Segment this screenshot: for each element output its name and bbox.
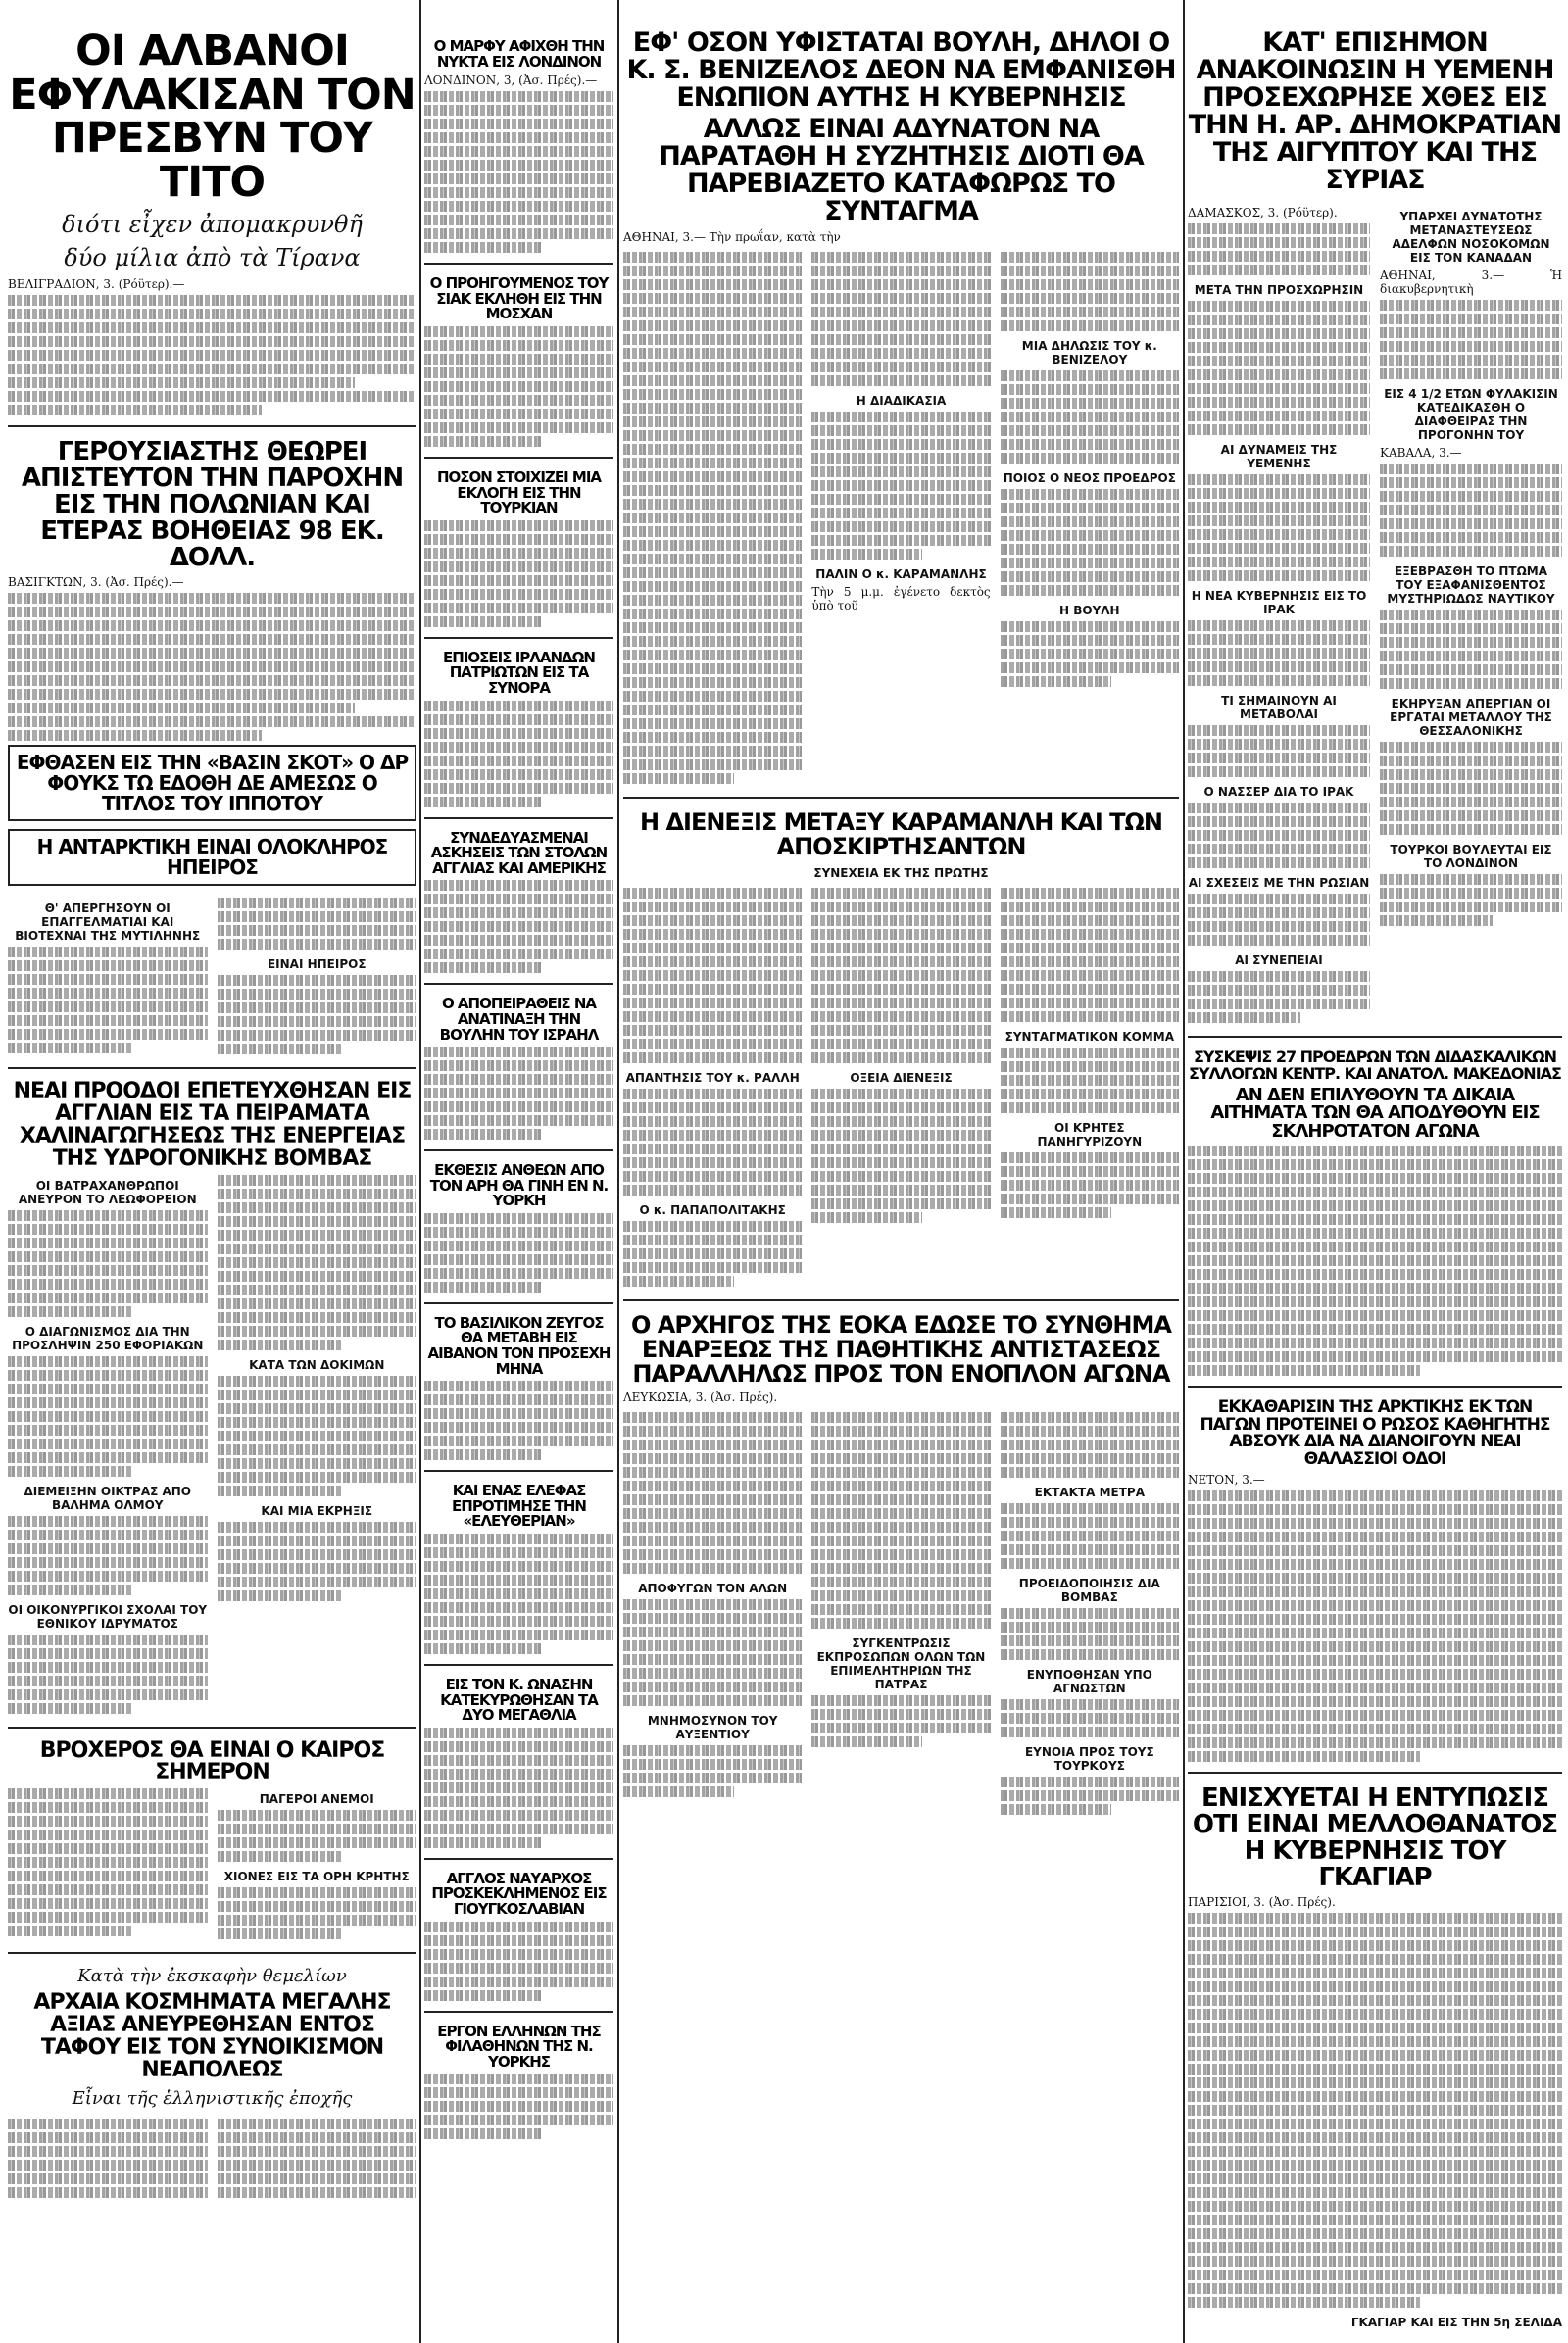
article-body [218,1887,417,1939]
article-body [1001,1412,1179,1478]
byline: ΝΕΤΟΝ, 3.— [1188,1472,1265,1487]
headline-elephant: ΚΑΙ ΕΝΑΣ ΕΛΕΦΑΣ ΕΠΡΟΤΙΜΗΣΕ ΤΗΝ «ΕΛΕΥΘΕΡΙΑΝ» [452,1482,586,1531]
article-body [424,2074,613,2139]
article-body [8,1356,208,1477]
article-body [8,593,416,741]
subheadline: ΣΥΓΚΕΝΤΡΩΣΙΣ ΕΚΠΡΟΣΩΠΩΝ ΟΛΩΝ ΤΩΝ ΕΠΙΜΕΛΗΤΗΡΙΩΝ ΤΗΣ ΠΑΤΡΑΣ [816,1636,986,1692]
article-body [1188,1146,1562,1376]
article-body [1001,1777,1179,1815]
column-4 [1188,0,1562,2343]
headline-mars-flowers: ΕΚΘΕΣΙΣ ΑΝΘΕΩΝ ΑΠΟ ΤΟΝ ΑΡΗ ΘΑ ΓΙΝΗ ΕΝ Ν. ΥΟΡΚΗ [429,1161,609,1210]
banner-gaillard: ΕΝΙΣΧΥΕΤΑΙ Η ΕΝΤΥΠΩΣΙΣ ΟΤΙ ΕΙΝΑΙ ΜΕΛΛΟΘΑΝΑΤΟΣ Η ΚΥΒΕΡΝΗΣΙΣ ΤΟΥ ΓΚΑΓΙΑΡ [1192,1782,1558,1892]
article-body [8,2119,208,2201]
article-body [811,888,990,1063]
byline: ΛΕΥΚΩΣΙΑ, 3. (Ἀσ. Πρές). [623,1391,778,1405]
article-body [218,975,417,1054]
subheadline: Ο ΔΙΑΓΩΝΙΣΜΟΣ ΔΙΑ ΤΗΝ ΠΡΟΣΛΗΨΙΝ 250 ΕΦΟΡΙΑΚΩΝ [12,1324,204,1352]
headline-irish: ΕΠΙΟΣΕΙΣ ΙΡΛΑΝΔΩΝ ΠΑΤΡΙΩΤΩΝ ΕΙΣ ΤΑ ΣΥΝΟΡΑ [443,648,595,697]
article-body [1001,621,1179,687]
headline-royal-couple: ΤΟ ΒΑΣΙΛΙΚΟΝ ΖΕΥΓΟΣ ΘΑ ΜΕΤΑΒΗ ΕΙΣ ΑΙΒΑΝΟΝ ΤΟΝ ΠΡΟΣΕΧΗ ΜΗΝΑ [427,1313,611,1378]
banner-karamanlis: Η ΔΙΕΝΕΞΙΣ ΜΕΤΑΞΥ ΚΑΡΑΜΑΝΛΗ ΚΑΙ ΤΩΝ ΑΠΟΣΚΙΡΤΗΣΑΝΤΩΝ [640,807,1162,860]
continuation-footer: ΓΚΑΓΙΑΡ ΚΑΙ ΕΙΣ ΤΗΝ 5η ΣΕΛΙΔΑ [1350,2315,1562,2329]
headline-murphy: Ο ΜΑΡΦΥ ΑΦΙΧΘΗ ΤΗΝ ΝΥΚΤΑ ΕΙΣ ΛΟΝΔΙΝΟΝ [433,37,605,71]
article-body [8,1210,208,1317]
article-body [623,1599,802,1706]
subheadline: ΠΟΙΟΣ Ο ΝΕΟΣ ΠΡΟΕΔΡΟΣ [1003,470,1176,485]
subheadline: Η ΒΟΥΛΗ [1059,603,1120,617]
article-body [1188,1490,1562,1762]
article-body [424,880,613,973]
subheadline: ΟΙ ΒΑΤΡΑΧΑΝΘΡΩΠΟΙ ΑΝΕΥΡΟΝ ΤΟ ΛΕΩΦΟΡΕΙΟΝ [18,1178,197,1206]
banner-eoka: Ο ΑΡΧΗΓΟΣ ΤΗΣ ΕΟΚΑ ΕΔΩΣΕ ΤΟ ΣΥΝΘΗΜΑ ΕΝΑΡΞΕΩΣ ΤΗΣ ΠΑΘΗΤΙΚΗΣ ΑΝΤΙΣΤΑΣΕΩΣ ΠΑΡΑΛΛΗΛΩΣ ΠΡΟΣ ΤΟΝ ΕΝΟΠΛΟΝ ΑΓΩΝΑ [631,1311,1171,1389]
headline-fleets: ΣΥΝΔΕΔΥΑΣΜΕΝΑΙ ΑΣΚΗΣΕΙΣ ΤΩΝ ΣΤΟΛΩΝ ΑΓΓΛΙΑΣ ΚΑΙ ΑΜΕΡΙΚΗΣ [430,828,608,877]
column-3 [623,0,1179,2343]
subheadline: Θ' ΑΠΕΡΓΗΣΟΥΝ ΟΙ ΕΠΑΓΓΕΛΜΑΤΙΑΙ ΚΑΙ ΒΙΟΤΕΧΝΑΙ ΤΗΣ ΜΥΤΙΛΗΝΗΣ [15,902,201,944]
article-body [1188,620,1370,686]
subheadline: ΕΝΥΠΟΘΗΣΑΝ ΥΠΟ ΑΓΝΩΣΤΩΝ [1026,1668,1152,1696]
article-body [623,888,802,1063]
banner-yemen: ΚΑΤ' ΕΠΙΣΗΜΟΝ ΑΝΑΚΟΙΝΩΣΙΝ Η ΥΕΜΕΝΗ ΠΡΟΣΕΧΩΡΗΣΕ ΧΘΕΣ ΕΙΣ ΤΗΝ Η. ΑΡ. ΔΗΜΟΚΡΑΤΙΑΝ ΤΗΣ ΑΙΓΥΠΤΟΥ ΚΑΙ ΤΗΣ ΣΥΡΙΑΣ [1188,27,1562,196]
headline-weather: ΒΡΟΧΕΡΟΣ ΘΑ ΕΙΝΑΙ Ο ΚΑΙΡΟΣ ΣΗΜΕΡΟΝ [39,1737,385,1785]
article-body [1188,971,1370,1023]
headline-fuchs: ΕΦΘΑΣΕΝ ΕΙΣ ΤΗΝ «ΒΑΣΙΝ ΣΚΟΤ» Ο ΔΡ ΦΟΥΚΣ ΤΩ ΕΔΟΘΗ ΔΕ ΑΜΕΣΩΣ Ο ΤΙΤΛΟΣ ΤΟΥ ΙΠΠΟΤΟΥ [16,751,409,815]
column-2 [424,0,613,2343]
article-body [1188,223,1370,275]
article-body [1380,610,1562,689]
headline-admiral: ΑΓΓΛΟΣ ΝΑΥΑΡΧΟΣ ΠΡΟΣΚΕΚΛΗΜΕΝΟΣ ΕΙΣ ΓΙΟΥΓΚΟΣΛΑΒΙΑΝ [431,1869,607,1918]
byline: ΠΑΡΙΣΙΟΙ, 3. (Ἀσ. Πρές). [1188,1894,1336,1909]
side-headline: ΕΞΕΒΡΑΣΘΗ ΤΟ ΠΤΩΜΑ ΤΟΥ ΕΞΑΦΑΝΙΣΘΕΝΤΟΣ ΜΥΣΤΗΡΙΩΔΩΣ ΝΑΥΤΙΚΟΥ [1387,564,1555,607]
subheadline: ΕΙΝΑΙ ΗΠΕΙΡΟΣ [267,957,367,972]
banner-constitution: ΑΛΛΩΣ ΕΙΝΑΙ ΑΔΥΝΑΤΟΝ ΝΑ ΠΑΡΑΤΑΘΗ Η ΣΥΖΗΤΗΣΙΣ ΔΙΟΤΙ ΘΑ ΠΑΡΕΒΙΑΖΕΤΟ ΚΑΤΑΦΩΡΩΣ ΤΟ ΣΥΝΤΑΓΜΑ [659,114,1144,227]
article-body [1001,1608,1179,1660]
article-body [1001,888,1179,1022]
subheadline: ΧΙΟΝΕΣ ΕΙΣ ΤΑ ΟΡΗ ΚΡΗΤΗΣ [223,1870,410,1884]
subheadline: ΑΙ ΔΥΝΑΜΕΙΣ ΤΗΣ ΥΕΜΕΝΗΣ [1220,443,1338,471]
article-body [811,1695,990,1747]
article-body [218,1810,417,1862]
headline-israel: Ο ΑΠΟΠΕΙΡΑΘΕΙΣ ΝΑ ΑΝΑΤΙΝΑΞΗ ΤΗΝ ΒΟΥΛΗΝ ΤΟΥ ΙΣΡΑΗΛ [439,995,599,1044]
subheadline: Η ΝΕΑ ΚΥΒΕΡΝΗΣΙΣ ΕΙΣ ΤΟ ΙΡΑΚ [1191,589,1367,617]
article-body [424,91,613,253]
article-body [424,1047,613,1140]
body-line: Τὴν 5 μ.μ. ἐγένετο δεκτὸς ὑπὸ τοῦ [811,584,991,612]
article-body [424,326,613,447]
article-body [1188,803,1370,868]
article-body [1188,474,1370,581]
article-body [218,1376,417,1496]
byline: ΚΑΒΑΛΑ, 3.— [1380,446,1462,461]
headline-shah: Ο ΠΡΟΗΓΟΥΜΕΝΟΣ ΤΟΥ ΣΙΑΚ ΕΚΛΗΘΗ ΕΙΣ ΤΗΝ ΜΟΣΧΑΝ [429,274,609,323]
article-body [811,252,990,386]
article-body [1188,725,1370,777]
article-body [424,1381,613,1460]
article-body [1001,1503,1179,1569]
article-body [218,2119,417,2201]
article-body [811,1412,990,1629]
article-body [8,947,208,1053]
article-body [623,252,802,787]
article-body [623,1089,802,1196]
side-headline: ΥΠΑΡΧΕΙ ΔΥΝΑΤΟΤΗΣ ΜΕΤΑΝΑΣΤΕΥΣΕΩΣ ΑΔΕΛΦΩΝ ΝΟΣΟΚΟΜΩΝ ΕΙΣ ΤΟΝ ΚΑΝΑΔΑΝ [1392,210,1550,266]
subheadline: ΑΠΟΦΥΓΩΝ ΤΟΝ ΑΛΩΝ [638,1582,788,1596]
subheadline: Η ΔΙΑΔΙΚΑΣΙΑ [856,393,947,408]
subheadline: Ο ΝΑΣΣΕΡ ΔΙΑ ΤΟ ΙΡΑΚ [1203,785,1354,800]
subheadline: ΕΚΤΑΚΤΑ ΜΕΤΡΑ [1034,1486,1145,1500]
subheadline: ΑΙ ΣΥΝΕΠΕΙΑΙ [1235,953,1323,968]
article-body [623,1745,802,1797]
article-body [424,701,613,807]
subheadline: ΜΙΑ ΔΗΛΩΣΙΣ ΤΟΥ κ. ΒΕΝΙΖΕΛΟΥ [1021,338,1157,366]
article-body [8,1788,208,1942]
banner-teachers: ΣΥΣΚΕΨΙΣ 27 ΠΡΟΕΔΡΩΝ ΤΩΝ ΔΙΔΑΣΚΑΛΙΚΩΝ ΣΥΛΛΟΓΩΝ ΚΕΝΤΡ. ΚΑΙ ΑΝΑΤΟΛ. ΜΑΚΕΔΟΝΙΑΣ [1189,1048,1561,1084]
article-body [1188,301,1370,435]
subheadline: ΣΥΝΤΑΓΜΑΤΙΚΟΝ ΚΟΜΜΑ [1004,1030,1174,1045]
subheadline: ΚΑΙ ΜΙΑ ΕΚΡΗΞΙΣ [261,1503,373,1518]
headline-antarctica: Η ΑΝΤΑΡΚΤΙΚΗ ΕΙΝΑΙ ΟΛΟΚΛΗΡΟΣ ΗΠΕΙΡΟΣ [36,835,388,880]
article-body [1188,1913,1562,2308]
article-body [1001,1699,1179,1737]
headline-onassis: ΕΙΣ ΤΟΝ Κ. ΩΝΑΣΗΝ ΚΑΤΕΚΥΡΩΘΗΣΑΝ ΤΑ ΔΥΟ ΜΕΓΑΘΛΙΑ [440,1676,598,1725]
subheadline: ΠΑΛΙΝ Ο κ. ΚΑΡΑΜΑΝΛΗΣ [815,566,987,581]
article-body [1001,489,1179,596]
kicker: Κατὰ τὴν ἐκσκαφὴν θεμελίων [77,1966,347,1987]
headline-senator: ΓΕΡΟΥΣΙΑΣΤΗΣ ΘΕΩΡΕΙ ΑΠΙΣΤΕΥΤΟΝ ΤΗΝ ΠΑΡΟΧΗΝ ΕΙΣ ΤΗΝ ΠΟΛΩΝΙΑΝ ΚΑΙ ΕΤΕΡΑΣ ΒΟΗΘΕΙΑΣ 98 ΕΚ. ΔΟΛΛ. [21,436,404,572]
article-body [1188,894,1370,946]
headline-hbomb: ΝΕΑΙ ΠΡΟΟΔΟΙ ΕΠΕΤΕΥΧΘΗΣΑΝ ΕΙΣ ΑΓΓΛΙΑΝ ΕΙΣ ΤΑ ΠΕΙΡΑΜΑΤΑ ΧΑΛΙΝΑΓΩΓΗΣΕΩΣ ΤΗΣ ΕΝΕΡΓΕΙΑΣ ΤΗΣ ΥΔΡΟΓΟΝΙΚΗΣ ΒΟΜΒΑΣ [13,1079,412,1171]
article-body [8,1516,208,1595]
subheadline: ΔΙΕΜΕΙΞΗΝ ΟΙΚΤΡΑΣ ΑΠΟ ΒΑΛΗΜΑ ΟΛΜΟΥ [24,1484,192,1512]
subheadline: ΟΙ ΟΙΚΟΝΥΡΓΙΚΟΙ ΣΧΟΛΑΙ ΤΟΥ ΕΘΝΙΚΟΥ ΙΔΡΥΜΑΤΟΣ [8,1602,208,1631]
banner-arctic: ΕΚΚΑΘΑΡΙΣΙΝ ΤΗΣ ΑΡΚΤΙΚΗΣ ΕΚ ΤΩΝ ΠΑΓΩΝ ΠΡΟΤΕΙΝΕΙ Ο ΡΩΣΟΣ ΚΑΘΗΓΗΤΗΣ ΑΒΣΟΥΚ ΔΙΑ ΝΑ ΔΙΑΝΟΙΓΟΥΝ ΝΕΑΙ ΘΑΛΑΣΣΙΟΙ ΟΔΟΙ [1200,1396,1550,1469]
article-body [424,1213,613,1293]
headline-jewels: ΑΡΧΑΙΑ ΚΟΣΜΗΜΑΤΑ ΜΕΓΑΛΗΣ ΑΞΙΑΣ ΑΝΕΥΡΕΘΗΣΑΝ ΕΝΤΟΣ ΤΑΦΟΥ ΕΙΣ ΤΟΝ ΣΥΝΟΙΚΙΣΜΟΝ ΝΕΑΠΟΛΕΩΣ [33,1990,391,2082]
article-body [1001,370,1179,464]
subheadline: ΠΑΓΕΡΟΙ ΑΝΕΜΟΙ [259,1792,374,1807]
byline: ΒΕΛΙΓΡΑΔΙΟΝ, 3. (Ρόϋτερ).— [8,276,185,291]
banner-teachers-2: ΑΝ ΔΕΝ ΕΠΙΛΥΘΟΥΝ ΤΑ ΔΙΚΑΙΑ ΑΙΤΗΜΑΤΑ ΤΩΝ ΘΑ ΑΠΟΔΥΘΟΥΝ ΕΙΣ ΣΚΛΗΡΟΤΑΤΟΝ ΑΓΩΝΑ [1210,1084,1540,1143]
article-body [424,520,613,627]
article-body [1380,874,1562,926]
headline-turkey-election: ΠΟΣΟΝ ΣΤΟΙΧΙΖΕΙ ΜΙΑ ΕΚΛΟΓΗ ΕΙΣ ΤΗΝ ΤΟΥΡΚΙΑΝ [436,467,602,517]
article-body [811,412,990,560]
column-1 [8,0,416,2343]
side-headline: ΕΙΣ 4 1/2 ΕΤΩΝ ΦΥΛΑΚΙΣΙΝ ΚΑΤΕΔΙΚΑΣΘΗ Ο ΔΙΑΦΘΕΙΡΑΣ ΤΗΝ ΠΡΟΓΟΝΗΝ ΤΟΥ [1384,387,1558,443]
article-body [811,1089,990,1223]
byline: ΒΑΣΙΓΚΤΩΝ, 3. (Ἀσ. Πρές).— [8,575,184,590]
article-body [424,1922,613,2001]
subheadline: ΕΥΝΟΙΑ ΠΡΟΣ ΤΟΥΣ ΤΟΥΡΚΟΥΣ [1024,1745,1154,1774]
subheadline-1: διότι εἶχεν ἀπομακρυνθῆ [62,210,363,238]
article-body [623,1221,802,1287]
subheadline: Εἶναι τῆς ἑλληνιστικῆς ἐποχῆς [72,2087,353,2109]
article-body [424,1534,613,1654]
side-headline: ΕΚΗΡΥΞΑΝ ΑΠΕΡΓΙΑΝ ΟΙ ΕΡΓΑΤΑΙ ΜΕΤΑΛΛΟΥ ΤΗΣ ΘΕΣΣΑΛΟΝΙΚΗΣ [1390,697,1552,739]
headline-box [8,829,416,886]
subheadline: ΚΑΤΑ ΤΩΝ ΔΟΚΙΜΩΝ [249,1357,385,1372]
article-body [8,1635,208,1714]
subheadline: ΑΠΑΝΤΗΣΙΣ ΤΟΥ κ. ΡΑΛΛΗ [625,1071,800,1086]
continued-label: ΣΥΝΕΧΕΙΑ ΕΚ ΤΗΣ ΠΡΩΤΗΣ [813,866,989,881]
article-body [1380,742,1562,835]
article-body [1380,300,1562,379]
side-headline: ΤΟΥΡΚΟΙ ΒΟΥΛΕΥΤΑΙ ΕΙΣ ΤΟ ΛΟΝΔΙΝΟΝ [1390,843,1552,871]
article-body [1380,464,1562,557]
article-body [218,1175,417,1350]
banner-venizelos: ΕΦ' ΟΣΟΝ ΥΦΙΣΤΑΤΑΙ ΒΟΥΛΗ, ΔΗΛΟΙ Ο Κ. Σ. ΒΕΝΙΖΕΛΟΣ ΔΕΟΝ ΝΑ ΕΜΦΑΝΙΣΘΗ ΕΝΩΠΙΟΝ ΑΥΤΗΣ Η ΚΥΒΕΡΝΗΣΙΣ [626,27,1176,114]
subheadline: ΑΙ ΣΧΕΣΕΙΣ ΜΕ ΤΗΝ ΡΩΣΙΑΝ [1188,876,1370,891]
subheadline: ΟΙ ΚΡΗΤΕΣ ΠΑΝΗΓΥΡΙΖΟΥΝ [1037,1121,1143,1149]
article-body [1001,1152,1179,1218]
article-body [623,1412,802,1574]
headline-albanians: ΟΙ ΑΛΒΑΝΟΙ ΕΦΥΛΑΚΙΣΑΝ ΤΟΝ ΠΡΕΣΒΥΝ ΤΟΥ ΤΙΤΟ [9,26,416,208]
byline: ΑΘΗΝΑΙ, 3.— Ἡ διακυβερνητικὴ [1380,268,1562,297]
subheadline: ΜΕΤΑ ΤΗΝ ΠΡΟΣΧΩΡΗΣΙΝ [1194,283,1364,298]
subheadline-2: δύο μίλια ἀπὸ τὰ Τίρανα [64,243,361,271]
byline: ΑΘΗΝΑΙ, 3.— Τὴν πρωΐαν, κατὰ τὴν [623,229,841,244]
headline-philathenon: ΕΡΓΟΝ ΕΛΛΗΝΩΝ ΤΗΣ ΦΙΛΑΘΗΝΩΝ ΤΗΣ Ν. ΥΟΡΚΗΣ [437,2022,601,2071]
subheadline: ΜΝΗΜΟΣΥΝΟΝ ΤΟΥ ΑΥΞΕΝΤΙΟΥ [647,1714,778,1742]
article-body [424,1728,613,1848]
subheadline: Ο κ. ΠΑΠΑΠΟΛΙΤΑΚΗΣ [639,1203,786,1218]
article-body [1001,252,1179,331]
byline: ΔΑΜΑΣΚΟΣ, 3. (Ρόϋτερ). [1188,206,1338,220]
subheadline: ΟΞΕΙΑ ΔΙΕΝΕΞΙΣ [850,1071,953,1086]
article-body [1001,1048,1179,1113]
subheadline: ΠΡΟΕΙΔΟΠΟΙΗΣΙΣ ΔΙΑ ΒΟΜΒΑΣ [1018,1577,1160,1605]
headline-box [8,745,416,821]
byline: ΛΟΝΔΙΝΟΝ, 3, (Ἀσ. Πρές).— [424,73,598,88]
article-body [218,898,417,950]
article-body [8,295,416,415]
subheadline: ΤΙ ΣΗΜΑΙΝΟΥΝ ΑΙ ΜΕΤΑΒΟΛΑΙ [1221,694,1337,722]
article-body [218,1522,417,1601]
